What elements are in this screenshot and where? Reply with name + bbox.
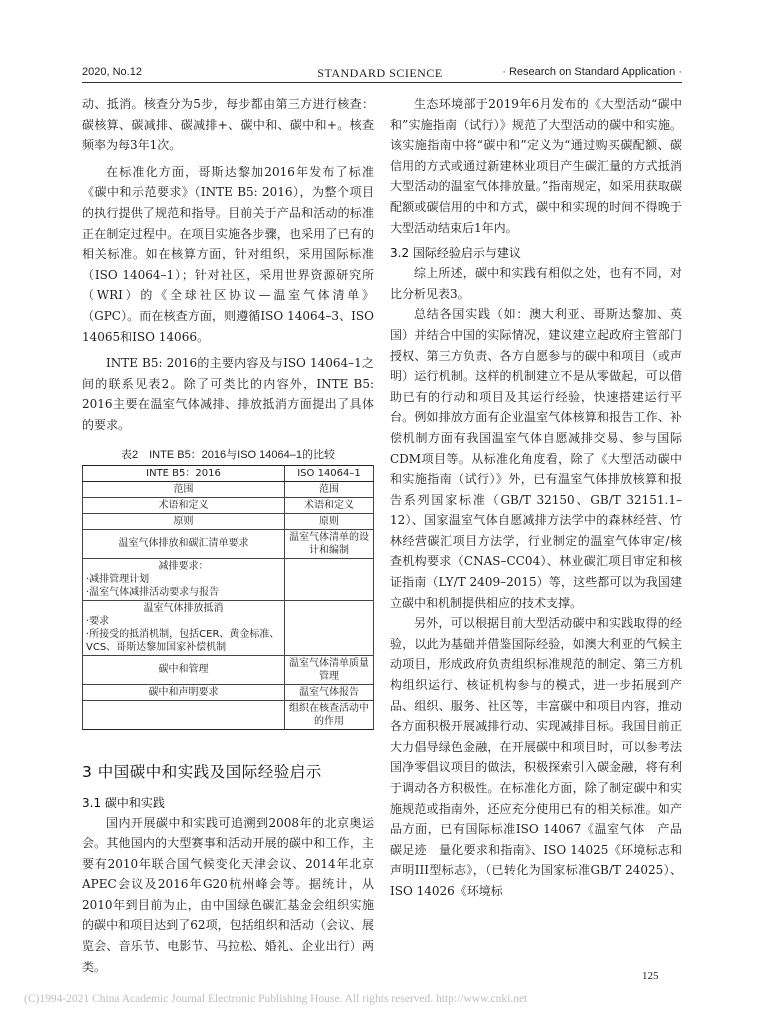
comparison-table	[82, 465, 374, 730]
header-rule	[82, 82, 682, 83]
table-cell: 温室气体报告	[285, 684, 374, 700]
table-header-cell: ISO 14064–1	[285, 465, 374, 481]
table-row	[83, 513, 374, 529]
paragraph: 总结各国实践（如：澳大利亚、哥斯达黎加、英国）并结合中国的实际情况，建议建立起政府主管部门授权、第三方负责、各方自愿参与的碳中和项目（或声明）运行机制。这样的机制建立不是从零做起，可以借助已有的行动和项目及其运行经验，快速搭建运行平台。例如排放方面有企业温室气体核算和报告工作、补偿机制方面有我国温室气体自愿减排交易、参与国际CDM项目等。从标准化角度看，除了《大型活动碳中和实施指南（试行）》外，已有温室气体排放核算和报告系列国家标准（GB/T 32150、GB/T 32151.1–12）、国家温室气体自愿减排方法学中的森林经营、竹林经营碳汇项目方法学，行业制定的温室气体审定/核查机构要求（CNAS–CC04）、林业碳汇项目审定和核证指南（LY/T 2409–2015）等，这些都可以为我国建立碳中和机制提供相应的技术支撑。	[390, 307, 682, 610]
paragraph: 国内开展碳中和实践可追溯到2008年的北京奥运会。其他国内的大型赛事和活动开展的碳中和工作，主要有2010年联合国气候变化天津会议、2014年北京APEC会议及2016年G20杭州峰会等。据统计，从2010年到目前为止，由中国绿色碳汇基金会组织实施的碳中和项目达到了62项，包括组织和活动（会议、展览会、音乐节、电影节、马拉松、婚礼、企业出行）两类。	[82, 815, 374, 974]
subsection-heading: 3.2 国际经验启示与建议	[390, 246, 521, 261]
table-cell	[285, 600, 374, 655]
table-cell: 温室气体排放和碳汇清单要求	[83, 529, 285, 558]
table-caption: 表2 INTE B5：2016与ISO 14064–1的比较	[121, 448, 335, 461]
table-header-row	[83, 465, 374, 481]
table-cell	[83, 700, 285, 729]
page-number: 125	[642, 970, 659, 982]
left-column	[82, 94, 374, 977]
right-column	[390, 94, 682, 902]
table-cell: 范围	[285, 481, 374, 497]
table-cell: 术语和定义	[83, 497, 285, 513]
paragraph: 另外，可以根据目前大型活动碳中和实践取得的经验，以此为基础并借鉴国际经验，如澳大利亚的气候主动项目，形成政府负责组织标准规范的制定、第三方机构组织运行、核证机构参与的模式，进一步拓展到产品、组织、服务、社区等，丰富碳中和项目内容，推动各方面积极开展减排行动、实现减排目标。我国目前正大力倡导绿色金融，在开展碳中和项目时，可以参考法国净零倡议项目的做法，积极探索引入碳金融，将有利于调动各方积极性。在标准化方面，除了制定碳中和实施规范或指南外，还应充分使用已有的相关标准。如产品方面，已有国际标准ISO 14067《温室气体 产品碳足迹 量化要求和指南》、ISO 14025《环境标志和声明III型标志》，（已转化为国家标准GB/T 24025）、ISO 14026《环境标	[390, 616, 682, 898]
table-cell: 组织在核查活动中的作用	[285, 700, 374, 729]
cell-line: ·所接受的抵消机制，包括CER、黄金标准、VCS、哥斯达黎加国家补偿机制	[86, 628, 280, 653]
table-row	[83, 600, 374, 655]
copyright-footer: (C)1994-2021 China Academic Journal Electronic Publishing House. All rights reserved. http://www.cnki.net	[24, 993, 528, 1005]
table-cell: 温室气体清单质量管理	[285, 655, 374, 684]
cell-line: ·温室气体减排活动要求与报告	[86, 586, 220, 598]
cell-line: 减排要求：	[158, 560, 209, 572]
table-cell: 原则	[285, 513, 374, 529]
table-cell: 碳中和管理	[83, 655, 285, 684]
table-cell: 温室气体清单的设计和编制	[285, 529, 374, 558]
table-cell: 碳中和声明要求	[83, 684, 285, 700]
paragraph: 动、抵消。核查分为5步，每步都由第三方进行核查：碳核算、碳减排、碳减排+、碳中和、碳中和+。核查频率为每3年1次。	[82, 97, 374, 153]
cell-line: 温室气体排放抵消	[143, 602, 224, 614]
paragraph: 生态环境部于2019年6月发布的《大型活动“碳中和”实施指南（试行）》规范了大型活动的碳中和实施。该实施指南中将“碳中和”定义为“通过购买碳配额、碳信用的方式或通过新建林业项目产生碳汇量的方式抵消大型活动的温室气体排放量。”指南规定，如采用获取碳配额或碳信用的中和方式，碳中和实现的时间不得晚于大型活动结束后1年内。	[390, 97, 682, 235]
table-cell: 范围	[83, 481, 285, 497]
table-header-cell: INTE B5：2016	[83, 465, 285, 481]
paragraph: 综上所述，碳中和实践有相似之处，也有不同，对比分析见表3。	[390, 266, 682, 301]
table-row	[83, 481, 374, 497]
table-cell	[83, 600, 285, 655]
table-row	[83, 529, 374, 558]
cell-line: ·减排管理计划	[86, 573, 150, 585]
journal-title: STANDARD SCIENCE	[317, 66, 443, 80]
table-row	[83, 497, 374, 513]
issue-label: 2020, No.12	[82, 66, 142, 78]
table-row	[83, 684, 374, 700]
section-label: · Research on Standard Application ·	[502, 66, 682, 78]
table-cell: 术语和定义	[285, 497, 374, 513]
table-row	[83, 558, 374, 600]
table-cell: 原则	[83, 513, 285, 529]
paragraph: INTE B5: 2016的主要内容及与ISO 14064–1之间的联系见表2。除了可类比的内容外，INTE B5: 2016主要在温室气体减排、排放抵消方面提出了具体的要求。	[82, 356, 374, 432]
subsection-heading: 3.1 碳中和实践	[82, 795, 165, 810]
cell-line: ·要求	[86, 615, 110, 627]
table-row	[83, 700, 374, 729]
table-cell	[83, 558, 285, 600]
section-heading: 3 中国碳中和实践及国际经验启示	[82, 762, 322, 781]
table-row	[83, 655, 374, 684]
paragraph: 在标准化方面，哥斯达黎加2016年发布了标准《碳中和示范要求》（INTE B5: 2016），为整个项目的执行提供了规范和指导。目前关于产品和活动的标准正在制定过程中。在项目实施各步骤，也采用了已有的相关标准。如在核算方面，针对组织，采用国际标准（ISO 14064–1）；针对社区，采用世界资源研究所（WRI）的《全球社区协议—温室气体清单》（GPC）。而在核查方面，则遵循ISO 14064–3、ISO 14065和ISO 14066。	[82, 164, 374, 344]
table-cell	[285, 558, 374, 600]
